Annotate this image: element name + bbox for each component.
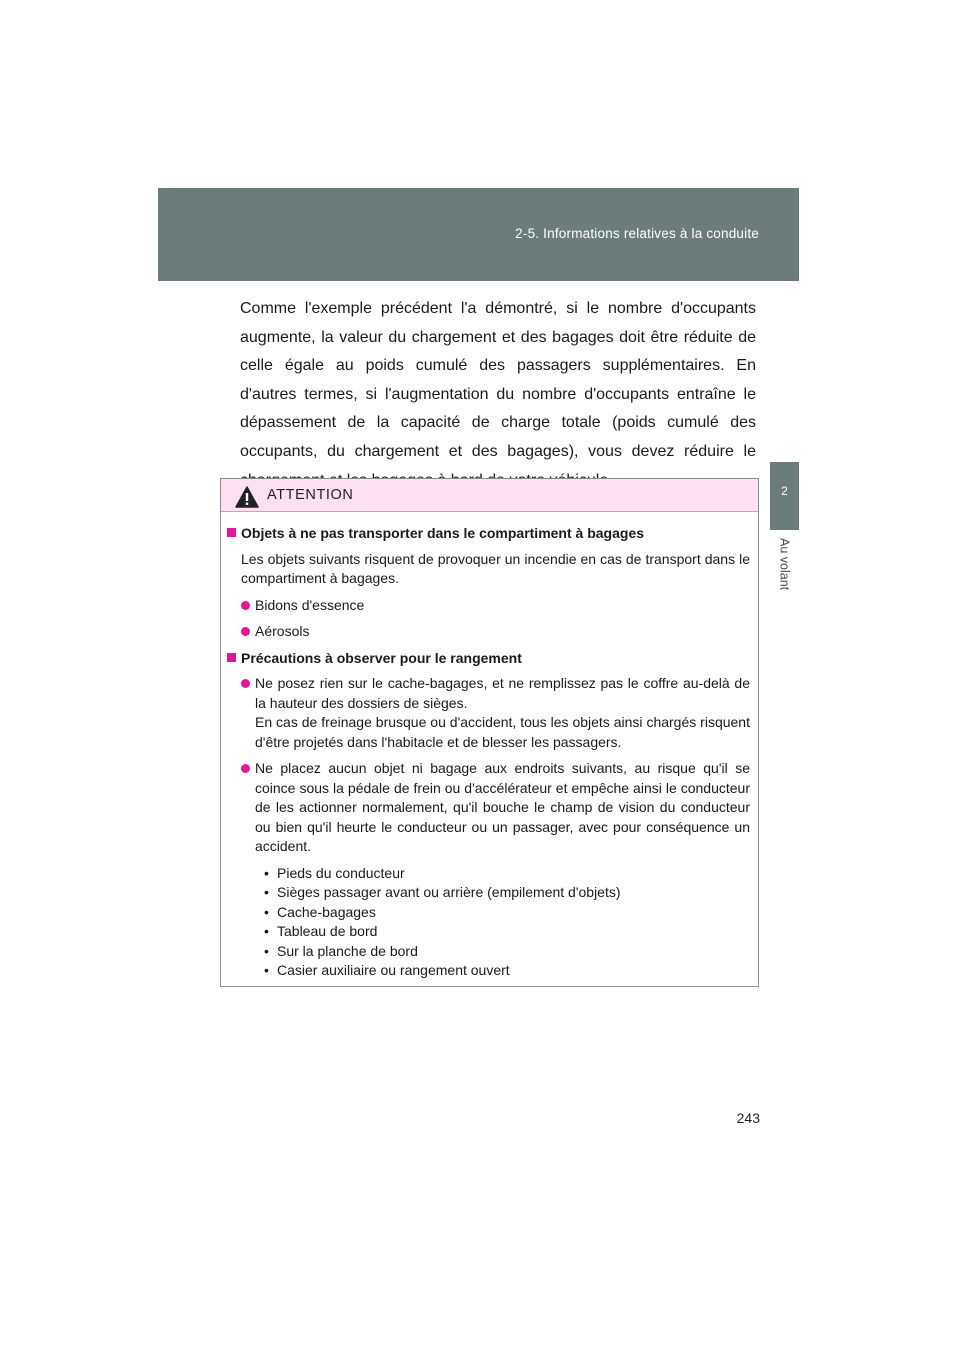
list-item	[241, 596, 752, 616]
square-bullet-icon	[227, 528, 236, 537]
section-heading-text: Objets à ne pas transporter dans le compartiment à bagages	[241, 525, 645, 541]
location-item: • Cache-bagages	[264, 903, 750, 923]
attention-title: ATTENTION	[267, 487, 354, 503]
circle-bullet-icon	[241, 627, 250, 636]
circle-bullet-icon	[241, 601, 250, 610]
header-band	[158, 188, 799, 281]
location-list	[255, 864, 750, 981]
chapter-number: 2	[781, 484, 788, 498]
section-heading-text: Précautions à observer pour le rangement	[241, 649, 522, 666]
list-item-text: Bidons d'essence	[255, 596, 365, 613]
circle-bullet-icon	[241, 679, 250, 688]
list-item-text: Ne placez aucun objet ni bagage aux endroits suivants, au risque qu'il se coince sous la pédale de frein ou d'accélérateur et empêche ainsi le conducteur de les actionner normalement, qu'il bouche le champ de vision du conducteur ou bien qu'il heurte le conducteur ou un passager, avec pour conséquence un accident.	[255, 760, 750, 854]
square-bullet-icon	[227, 653, 236, 662]
list-item	[241, 759, 752, 981]
list-item-text: Aérosols	[255, 623, 310, 639]
attention-header	[221, 479, 758, 512]
page-number: 243	[736, 1110, 760, 1126]
section-heading	[227, 649, 752, 669]
chapter-label	[770, 538, 799, 608]
section-title: 2-5. Informations relatives à la conduite	[515, 226, 759, 241]
location-item: • Sur la planche de bord	[264, 942, 750, 962]
attention-box	[220, 478, 759, 987]
chapter-tab	[770, 462, 799, 530]
location-item: • Pieds du conducteur	[264, 864, 750, 884]
section-heading	[227, 524, 752, 544]
location-item: • Casier auxiliaire ou rangement ouvert	[264, 961, 750, 981]
warning-triangle-icon	[235, 486, 259, 508]
section-paragraph: Les objets suivants risquent de provoquer un incendie en cas de transport dans le compartiment à bagages.	[241, 550, 750, 586]
circle-bullet-icon	[241, 764, 250, 773]
list-item	[241, 674, 752, 752]
intro-paragraph: Comme l'exemple précédent l'a démontré, si le nombre d'occupants augmente, la valeur du chargement et des bagages doit être réduite de celle égale au poids cumulé des passagers supplémentaires. En d'autres termes, si l'augmentation du nombre d'occupants entraîne le dépassement de la capacité de charge totale (poids cumulé des occupants, du chargement et des bagages), vous devez réduire le	[240, 300, 756, 460]
attention-body	[221, 512, 758, 981]
list-item	[241, 622, 752, 642]
location-item: • Tableau de bord	[264, 922, 750, 942]
list-item-text: En cas de freinage brusque ou d'accident, tous les objets ainsi chargés risquent d'être projetés dans l'habitacle et de blesser les passagers.	[255, 714, 750, 750]
chapter-label-text: Au volant	[777, 538, 792, 591]
location-item: • Sièges passager avant ou arrière (empilement d'objets)	[264, 883, 750, 903]
list-item-text: Ne posez rien sur le cache-bagages, et ne remplissez pas le coffre au-delà de la hauteur des dossiers de sièges.	[255, 675, 750, 711]
